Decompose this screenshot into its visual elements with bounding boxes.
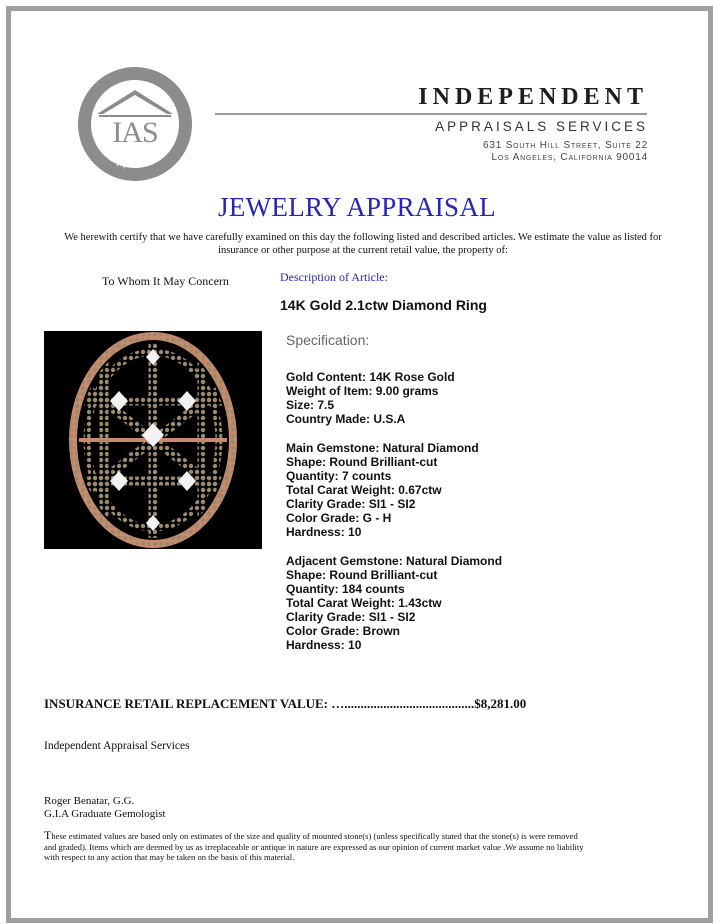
spec-line: Size: 7.5 xyxy=(286,398,335,412)
certification-statement: We herewith certify that we have carefully examined on this day the following listed and described articles. We estimate the value as listed for insurance or other purpose at the current retail value, the property of: xyxy=(64,232,662,256)
owner-name: To Whom It May Concern xyxy=(102,274,229,288)
spec-line: Clarity Grade: SI1 - SI2 xyxy=(286,610,416,624)
svg-text:Appraisal: Appraisal xyxy=(108,153,162,171)
appraiser-name: Roger Benatar, G.G. xyxy=(44,795,135,807)
spec-line: Adjacent Gemstone: Natural Diamond xyxy=(286,554,503,568)
spec-line: Hardness: 10 xyxy=(286,525,362,539)
spec-line: Total Carat Weight: 1.43ctw xyxy=(286,596,442,610)
spec-line: Quantity: 7 counts xyxy=(286,469,392,483)
address-line-1: 631 South Hill Street, Suite 22 xyxy=(483,140,648,151)
spec-line: Main Gemstone: Natural Diamond xyxy=(286,441,479,455)
header-divider xyxy=(215,113,647,115)
spec-adjacent-gemstone xyxy=(286,554,502,652)
svg-text:IAS: IAS xyxy=(112,116,158,149)
disclaimer-text: hese estimated values are based only on estimates of the size and quality of mounted stone(s) (unless specifically stated that the stone(s) is were removed and graded). Items which are deemed by us as irreplaceable or antique in nature are expressed as our opinion of current market value .We assume no liability with respect to any action that may be taken on the basis of this material. xyxy=(44,831,584,862)
spec-line: Color Grade: Brown xyxy=(286,624,401,638)
company-address xyxy=(380,140,648,164)
spec-line: Shape: Round Brilliant-cut xyxy=(286,568,438,582)
appraiser-title: G.I.A Graduate Gemologist xyxy=(44,808,166,820)
spec-line: Total Carat Weight: 0.67ctw xyxy=(286,483,442,497)
spec-line: Gold Content: 14K Rose Gold xyxy=(286,370,455,384)
spec-main-gemstone xyxy=(286,441,479,539)
spec-line: Hardness: 10 xyxy=(286,638,362,652)
ring-photo xyxy=(44,331,262,549)
appraiser-block xyxy=(44,795,166,821)
ias-logo xyxy=(75,64,195,184)
company-name: INDEPENDENT xyxy=(418,84,648,110)
disclaimer xyxy=(44,830,584,863)
specification-label: Specification: xyxy=(286,332,370,348)
page-title: JEWELRY APPRAISAL xyxy=(218,192,496,222)
description-label: Description of Article: xyxy=(280,270,388,284)
spec-general xyxy=(286,370,455,426)
spec-line: Shape: Round Brilliant-cut xyxy=(286,455,438,469)
company-signature: Independent Appraisal Services xyxy=(44,740,190,752)
spec-line: Quantity: 184 counts xyxy=(286,582,405,596)
disclaimer-initial: T xyxy=(44,828,52,842)
spec-line: Color Grade: G - H xyxy=(286,511,392,525)
company-subtitle: APPRAISALS SERVICES xyxy=(435,119,648,134)
insurance-value: INSURANCE RETAIL REPLACEMENT VALUE: …........................................$8,281.00 xyxy=(44,696,527,711)
spec-line: Clarity Grade: SI1 - SI2 xyxy=(286,497,416,511)
spec-line: Weight of Item: 9.00 grams xyxy=(286,384,439,398)
spec-line: Country Made: U.S.A xyxy=(286,412,406,426)
address-line-2: Los Angeles, California 90014 xyxy=(491,152,648,163)
item-title: 14K Gold 2.1ctw Diamond Ring xyxy=(280,297,487,313)
